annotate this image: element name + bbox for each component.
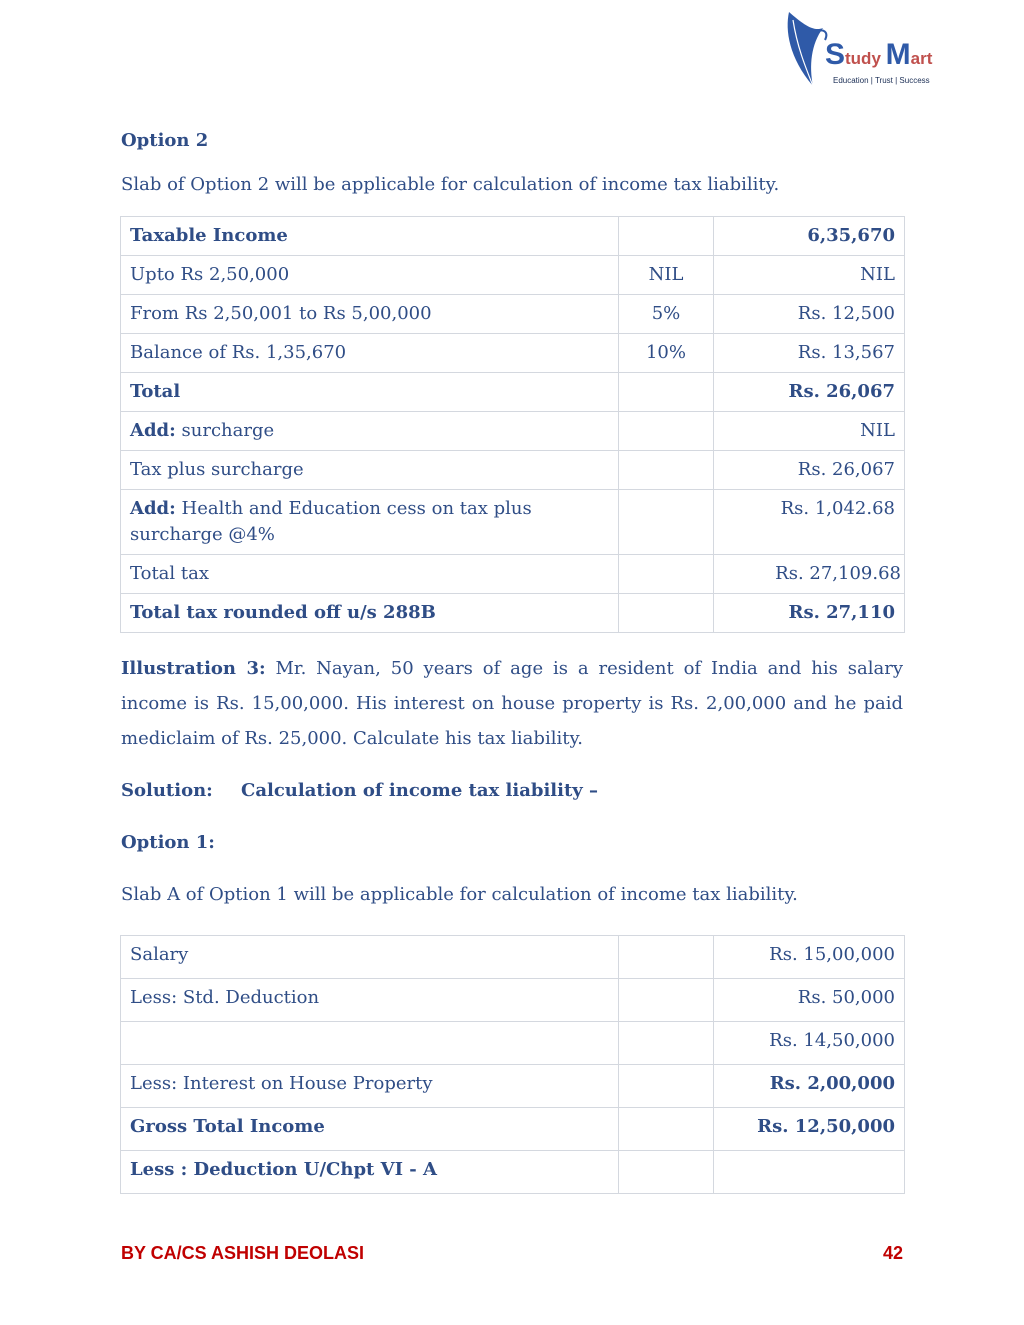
- row-label: Upto Rs 2,50,000: [121, 256, 619, 295]
- row-label: Salary: [121, 936, 619, 979]
- row-rate: [619, 555, 714, 594]
- row-amount: Rs. 50,000: [714, 979, 905, 1022]
- row-label-prefix: Add:: [130, 420, 176, 441]
- row-rate: [619, 1151, 714, 1194]
- option-2-heading: Option 2: [121, 130, 209, 151]
- table-row: [121, 256, 905, 295]
- row-amount: Rs. 13,567: [714, 334, 905, 373]
- row-amount: [714, 1151, 905, 1194]
- option-1-intro: Slab A of Option 1 will be applicable for calculation of income tax liability.: [121, 884, 798, 905]
- row-label: Tax plus surcharge: [121, 451, 619, 490]
- logo-tagline: Education | Trust | Success: [833, 76, 930, 85]
- option-1-tax-table: [120, 935, 905, 1194]
- row-label: Total tax: [121, 555, 619, 594]
- row-rate: [619, 490, 714, 555]
- row-label: Less : Deduction U/Chpt VI - A: [121, 1151, 619, 1194]
- row-amount: Rs. 26,067: [714, 451, 905, 490]
- row-label-prefix: Add:: [130, 498, 176, 519]
- table-row: [121, 1065, 905, 1108]
- row-label: Less: Interest on House Property: [121, 1065, 619, 1108]
- row-label: Total tax rounded off u/s 288B: [121, 594, 619, 633]
- row-label: Balance of Rs. 1,35,670: [121, 334, 619, 373]
- row-label: From Rs 2,50,001 to Rs 5,00,000: [121, 295, 619, 334]
- row-rate: [619, 979, 714, 1022]
- illustration-paragraph: [121, 651, 903, 756]
- row-rate: 10%: [619, 334, 714, 373]
- solution-title: Calculation of income tax liability –: [241, 780, 599, 801]
- solution-label: Solution:: [121, 780, 213, 801]
- row-rate: [619, 1108, 714, 1151]
- option-2-tax-table: [120, 216, 905, 633]
- illustration-text: Mr. Nayan, 50 years of age is a resident of India and his salary income is Rs. 15,00,000. His interest on house property is Rs. 2,00,000 and he paid mediclaim of Rs. 25,000. Calculate his tax liability.: [121, 658, 903, 749]
- row-rate: [619, 217, 714, 256]
- row-amount: NIL: [714, 256, 905, 295]
- row-rate: [619, 1065, 714, 1108]
- row-label: Gross Total Income: [121, 1108, 619, 1151]
- row-label: Add: surcharge: [121, 412, 619, 451]
- row-rate: [619, 412, 714, 451]
- table-row: [121, 295, 905, 334]
- page-number: 42: [882, 1243, 903, 1263]
- table-row: [121, 1108, 905, 1151]
- table-row: [121, 412, 905, 451]
- logo-wordmark: Study Mart: [825, 38, 933, 71]
- table-row: [121, 1022, 905, 1065]
- row-rate: NIL: [619, 256, 714, 295]
- illustration-label: Illustration 3:: [121, 658, 266, 679]
- footer-author: BY CA/CS ASHISH DEOLASI: [121, 1243, 365, 1263]
- row-rate: [619, 451, 714, 490]
- row-rate: [619, 936, 714, 979]
- option-1-heading: Option 1:: [121, 832, 215, 853]
- row-label: [121, 1022, 619, 1065]
- row-amount: NIL: [714, 412, 905, 451]
- table-row: [121, 555, 905, 594]
- feather-icon: [783, 10, 831, 90]
- row-label: Total: [121, 373, 619, 412]
- table-row: [121, 373, 905, 412]
- row-amount: 6,35,670: [714, 217, 905, 256]
- row-amount: Rs. 26,067: [714, 373, 905, 412]
- row-rate: [619, 594, 714, 633]
- table-row: [121, 334, 905, 373]
- row-rate: [619, 373, 714, 412]
- row-amount: Rs. 27,109.68: [714, 555, 905, 594]
- table-row: [121, 936, 905, 979]
- row-amount: Rs. 12,50,000: [714, 1108, 905, 1151]
- row-amount: Rs. 14,50,000: [714, 1022, 905, 1065]
- row-label: Add: Health and Education cess on tax plus surcharge @4%: [121, 490, 619, 555]
- table-row: [121, 451, 905, 490]
- study-mart-logo: [783, 10, 963, 90]
- row-amount: Rs. 2,00,000: [714, 1065, 905, 1108]
- table-row: [121, 1151, 905, 1194]
- row-amount: Rs. 15,00,000: [714, 936, 905, 979]
- table-row: [121, 594, 905, 633]
- table-row: [121, 490, 905, 555]
- row-amount: Rs. 1,042.68: [714, 490, 905, 555]
- table-row: [121, 217, 905, 256]
- row-label: Less: Std. Deduction: [121, 979, 619, 1022]
- table-row: [121, 979, 905, 1022]
- row-rate: [619, 1022, 714, 1065]
- row-amount: Rs. 27,110: [714, 594, 905, 633]
- row-rate: 5%: [619, 295, 714, 334]
- row-amount: Rs. 12,500: [714, 295, 905, 334]
- row-label: Taxable Income: [121, 217, 619, 256]
- option-2-intro: Slab of Option 2 will be applicable for calculation of income tax liability.: [121, 174, 780, 195]
